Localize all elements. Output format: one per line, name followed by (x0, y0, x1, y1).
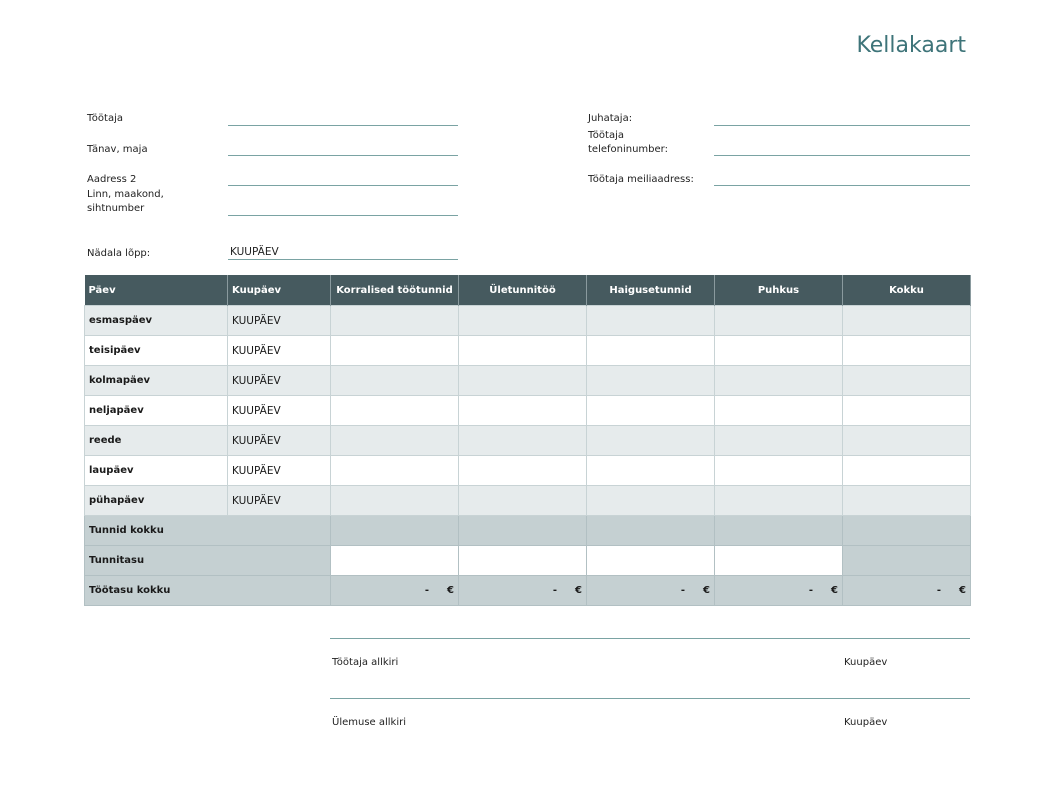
day-cell: kolmapäev (85, 366, 228, 396)
table-row (85, 366, 971, 396)
vacation-cell[interactable] (715, 426, 843, 456)
total-pay-label: Töötasu kokku (85, 576, 331, 606)
total-hours-row (85, 516, 971, 546)
date-cell[interactable]: KUUPÄEV (228, 456, 331, 486)
total-cell (843, 426, 971, 456)
col-header-vacation: Puhkus (715, 275, 843, 306)
total-sick-cell (587, 516, 715, 546)
street-label: Tänav, maja (87, 144, 148, 155)
day-cell: reede (85, 426, 228, 456)
total-cell (843, 396, 971, 426)
overtime-cell[interactable] (459, 366, 587, 396)
total-cell (843, 306, 971, 336)
regular-hours-cell[interactable] (331, 396, 459, 426)
regular-hours-cell[interactable] (331, 366, 459, 396)
vacation-cell[interactable] (715, 396, 843, 426)
sick-hours-cell[interactable] (587, 426, 715, 456)
col-header-regular: Korralised töötunnid (331, 275, 459, 306)
street-field[interactable] (228, 155, 458, 156)
table-row (85, 456, 971, 486)
phone-label: Töötaja telefoninumber: (588, 130, 668, 155)
regular-hours-cell[interactable] (331, 336, 459, 366)
employee-signature-date-label: Kuupäev (844, 657, 888, 668)
sick-hours-cell[interactable] (587, 486, 715, 516)
supervisor-signature-date-label: Kuupäev (844, 717, 888, 728)
overtime-cell[interactable] (459, 336, 587, 366)
regular-hours-cell[interactable] (331, 426, 459, 456)
rate-sick-input[interactable] (587, 546, 715, 576)
manager-field[interactable] (714, 125, 970, 126)
overtime-cell[interactable] (459, 306, 587, 336)
date-cell[interactable]: KUUPÄEV (228, 486, 331, 516)
pay-overtime: - € (459, 576, 587, 606)
vacation-cell[interactable] (715, 486, 843, 516)
email-field[interactable] (714, 185, 970, 186)
total-cell (843, 366, 971, 396)
rate-total-cell (843, 546, 971, 576)
regular-hours-cell[interactable] (331, 306, 459, 336)
table-row (85, 336, 971, 366)
col-header-day: Päev (85, 275, 228, 306)
supervisor-signature-line[interactable] (330, 698, 970, 699)
sick-hours-cell[interactable] (587, 336, 715, 366)
sick-hours-cell[interactable] (587, 366, 715, 396)
table-row (85, 486, 971, 516)
address2-label: Aadress 2 (87, 174, 137, 185)
total-pay-row (85, 576, 971, 606)
address2-field[interactable] (228, 185, 458, 186)
col-header-date: Kuupäev (228, 275, 331, 306)
total-hours-label: Tunnid kokku (85, 516, 331, 546)
sick-hours-cell[interactable] (587, 306, 715, 336)
city-field[interactable] (228, 215, 458, 216)
city-label: Linn, maakond, sihtnumber (87, 189, 164, 214)
pay-sick: - € (587, 576, 715, 606)
day-cell: neljapäev (85, 396, 228, 426)
sick-hours-cell[interactable] (587, 396, 715, 426)
total-overtime-cell (459, 516, 587, 546)
rate-overtime-input[interactable] (459, 546, 587, 576)
pay-vacation: - € (715, 576, 843, 606)
table-row (85, 396, 971, 426)
week-end-label: Nädala lõpp: (87, 248, 151, 259)
date-cell[interactable]: KUUPÄEV (228, 306, 331, 336)
date-cell[interactable]: KUUPÄEV (228, 426, 331, 456)
employee-signature-label: Töötaja allkiri (332, 657, 399, 668)
employee-field[interactable] (228, 125, 458, 126)
hourly-rate-label: Tunnitasu (85, 546, 331, 576)
email-label: Töötaja meiliaadress: (588, 174, 694, 185)
total-cell (843, 486, 971, 516)
col-header-total: Kokku (843, 275, 971, 306)
total-cell (843, 336, 971, 366)
pay-regular: - € (331, 576, 459, 606)
col-header-overtime: Ületunnitöö (459, 275, 587, 306)
day-cell: pühapäev (85, 486, 228, 516)
table-row (85, 426, 971, 456)
week-end-underline (228, 259, 458, 260)
supervisor-signature-label: Ülemuse allkiri (332, 717, 407, 728)
total-total-cell (843, 516, 971, 546)
employee-label: Töötaja (87, 113, 123, 124)
hourly-rate-row (85, 546, 971, 576)
col-header-sick: Haigusetunnid (587, 275, 715, 306)
total-cell (843, 456, 971, 486)
table-header-row (85, 275, 971, 306)
rate-regular-input[interactable] (331, 546, 459, 576)
regular-hours-cell[interactable] (331, 456, 459, 486)
overtime-cell[interactable] (459, 426, 587, 456)
phone-field[interactable] (714, 155, 970, 156)
total-vacation-cell (715, 516, 843, 546)
timecard-table (84, 275, 971, 606)
day-cell: laupäev (85, 456, 228, 486)
rate-vacation-input[interactable] (715, 546, 843, 576)
vacation-cell[interactable] (715, 456, 843, 486)
date-cell[interactable]: KUUPÄEV (228, 336, 331, 366)
regular-hours-cell[interactable] (331, 486, 459, 516)
employee-signature-line[interactable] (330, 638, 970, 639)
date-cell[interactable]: KUUPÄEV (228, 366, 331, 396)
vacation-cell[interactable] (715, 366, 843, 396)
week-end-value[interactable]: KUUPÄEV (230, 246, 279, 258)
table-row (85, 306, 971, 336)
page-title: Kellakaart (856, 33, 966, 58)
overtime-cell[interactable] (459, 396, 587, 426)
day-cell: esmaspäev (85, 306, 228, 336)
total-regular-cell (331, 516, 459, 546)
overtime-cell[interactable] (459, 456, 587, 486)
overtime-cell[interactable] (459, 486, 587, 516)
sick-hours-cell[interactable] (587, 456, 715, 486)
manager-label: Juhataja: (588, 113, 633, 124)
day-cell: teisipäev (85, 336, 228, 366)
pay-total: - € (843, 576, 971, 606)
vacation-cell[interactable] (715, 306, 843, 336)
vacation-cell[interactable] (715, 336, 843, 366)
date-cell[interactable]: KUUPÄEV (228, 396, 331, 426)
